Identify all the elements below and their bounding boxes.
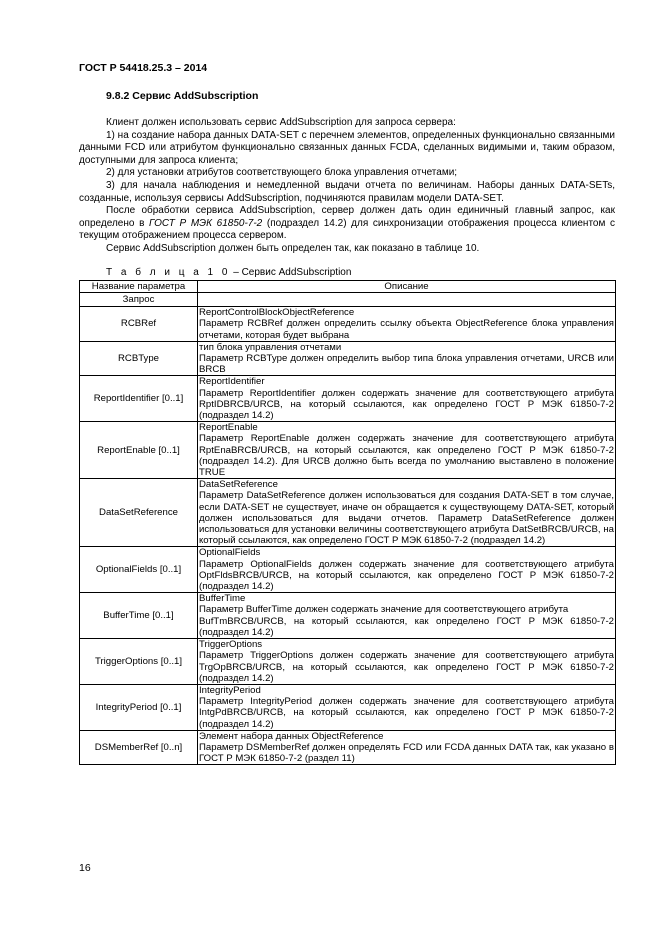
- description-line: Элемент набора данных ObjectReference: [199, 730, 384, 742]
- parameter-name: DataSetReference: [80, 479, 198, 547]
- table-row: [80, 684, 616, 730]
- parameter-name: RCBType: [80, 341, 198, 376]
- parameter-description: [198, 684, 616, 730]
- document-header: ГОСТ Р 54418.25.3 – 2014: [79, 62, 208, 74]
- table-row: [80, 479, 616, 547]
- description-line: Параметр DSMemberRef должен определять FCD или FCDA данных DATA так, как указано в ГОСТ Р МЭК 61850-7-2 (раздел 11): [199, 741, 614, 765]
- parameter-description: [198, 422, 616, 479]
- table-row: [80, 730, 616, 765]
- description-line: Параметр DataSetReference должен использоваться для создания DATA-SET в том случае, если DATA-SET не существует, иначе он обращается к существующему DATA-SET, который должен использоваться для выдачи отчетов. Параметр DataSetReference должен использоваться для установки величины соответствующего атрибута DatSetBRCB/URCB, на который ссылаются, как определено ГОСТ Р МЭК 61850-7-2 (подраздел 14.2): [199, 490, 614, 547]
- parameter-name: DSMemberRef [0..n]: [80, 730, 198, 765]
- table-body: [80, 293, 616, 765]
- description-line: Параметр RCBRef должен определить ссылку объекта ObjectReference блока управления отчетами, которая будет выбрана: [199, 318, 614, 341]
- paragraph-lead: После обработки сервиса AddSubscription, сервер должен дать один единичный главный запрос, как определено в: [79, 205, 615, 229]
- parameter-name: RCBRef: [80, 307, 198, 342]
- description-line: TriggerOptions: [199, 639, 263, 651]
- table-row: [80, 639, 616, 685]
- parameter-description: [198, 730, 616, 765]
- table-caption-label: Т а б л и ц а 1 0: [106, 267, 231, 278]
- description-line: BufTmBRCB/URCB, на который ссылаются, как определено ГОСТ Р МЭК 61850-7-2 (подраздел 14.2): [199, 615, 614, 638]
- table-row: [80, 422, 616, 479]
- table-row: [80, 341, 616, 376]
- parameter-description: [198, 639, 616, 685]
- description-line: ReportEnable: [199, 422, 258, 434]
- page-number: 16: [79, 862, 91, 874]
- parameter-description: [198, 593, 616, 639]
- description-line: OptionalFields: [199, 547, 261, 559]
- parameter-name: BufferTime [0..1]: [80, 593, 198, 639]
- table-row: [80, 593, 616, 639]
- request-empty-cell: [198, 293, 616, 307]
- table-header-row: [80, 281, 616, 293]
- header-parameter-name: Название параметра: [80, 281, 198, 293]
- paragraph: Клиент должен использовать сервис AddSubscription для запроса сервера:: [106, 117, 456, 128]
- paragraph-tail: (подраздел 14.2) для синхронизации отображения процесса клиентом с текущим отображением процесса сервером.: [79, 217, 615, 242]
- parameters-table: [79, 280, 616, 765]
- paragraph: Сервис AddSubscription должен быть определен так, как показано в таблице 10.: [106, 242, 480, 254]
- standard-reference: ГОСТ Р МЭК 61850-7-2: [149, 217, 263, 229]
- description-line: DataSetReference: [199, 479, 278, 491]
- description-line: Параметр ReportEnable должен содержать значение для соответствующего атрибута RptEnaBRCB/URCB, на который ссылаются, как определено ГОСТ Р МЭК 61850-7-2 (подраздел 14.2). Для URCB должно быть всегда по умолчанию выставлено в положение TRUE: [199, 433, 614, 479]
- parameter-name: OptionalFields [0..1]: [80, 547, 198, 593]
- description-line: IntegrityPeriod: [199, 684, 261, 696]
- section-title: 9.8.2 Сервис AddSubscription: [106, 90, 259, 102]
- body-text: [79, 117, 615, 256]
- parameter-name: TriggerOptions [0..1]: [80, 639, 198, 685]
- paragraph: 2) для установки атрибутов соответствующего блока управления отчетами;: [106, 167, 458, 179]
- description-line: тип блока управления отчетами: [199, 341, 342, 353]
- description-line: ReportControlBlockObjectReference: [199, 307, 355, 319]
- description-line: Параметр ReportIdentifier должен содержать значение для соответствующего атрибута RptIDBRCB/URCB, на который ссылаются, как определено ГОСТ Р МЭК 61850-7-2 (подраздел 14.2): [199, 387, 614, 422]
- description-line: Параметр BufferTime должен содержать значение для соответствующего атрибута: [199, 604, 569, 616]
- parameter-description: [198, 307, 616, 342]
- table-caption: [106, 267, 351, 278]
- parameter-name: ReportIdentifier [0..1]: [80, 376, 198, 422]
- paragraph: 1) на создание набора данных DATA-SET с перечнем элементов, определенных функционально связанными данными FCD или атрибутом функционально связанных данных FCDA, сделанных видимыми и, таким образом, доступными для запроса клиента;: [79, 129, 615, 166]
- request-label: Запрос: [80, 293, 198, 307]
- parameter-description: [198, 341, 616, 376]
- paragraph: 3) для начала наблюдения и немедленной выдачи отчета по величинам. Наборы данных DATA-SETs, созданные, используя сервисы AddSubscription, подчиняются правилам модели DATA-SET.: [79, 179, 615, 204]
- description-line: Параметр OptionalFields должен содержать значение для соответствующего атрибута OptFldsBRCB/URCB, на который ссылаются, как определено ГОСТ Р МЭК 61850-7-2 (подраздел 14.2): [199, 558, 614, 593]
- parameter-description: [198, 376, 616, 422]
- description-line: Параметр RCBType должен определить выбор типа блока управления отчетами, URCB или BRCB: [199, 353, 614, 376]
- table-row: [80, 547, 616, 593]
- description-line: Параметр IntegrityPeriod должен содержать значение для соответствующего атрибута IntgPdBRCB/URCB, на который ссылаются, как определено ГОСТ Р МЭК 61850-7-2 (подраздел 14.2): [199, 696, 614, 730]
- request-row: [80, 293, 616, 307]
- parameter-name: IntegrityPeriod [0..1]: [80, 684, 198, 730]
- paragraph: [79, 205, 615, 243]
- table-row: [80, 307, 616, 342]
- description-line: ReportIdentifier: [199, 376, 265, 388]
- table-row: [80, 376, 616, 422]
- description-line: BufferTime: [199, 593, 246, 605]
- header-description: Описание: [198, 281, 616, 293]
- table-caption-title: – Сервис AddSubscription: [230, 267, 352, 278]
- parameter-name: ReportEnable [0..1]: [80, 422, 198, 479]
- parameter-description: [198, 479, 616, 547]
- description-line: Параметр TriggerOptions должен содержать значение для соответствующего атрибута TrgOpBRCB/URCB, на который ссылаются, как определено ГОСТ Р МЭК 61850-7-2 (подраздел 14.2): [199, 650, 614, 684]
- parameter-description: [198, 547, 616, 593]
